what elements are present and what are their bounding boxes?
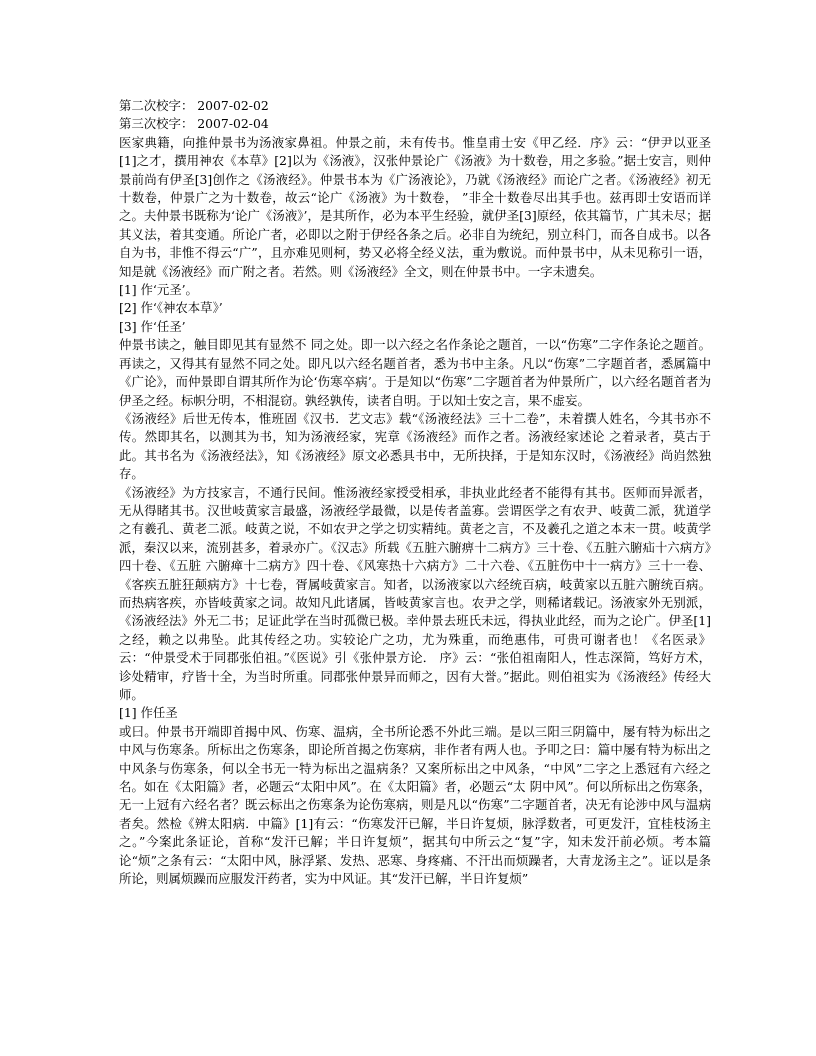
paragraph-schools: 《汤液经》为方技家言，不通行民间。惟汤液经家授受相承，非执业此经者不能得有其书。医师而异派者，无从得睹其书。汉世岐黄家言最盛，汤液经学最微，以是传者盖寡。尝谓医学之有农尹、岐黄二派，犹道学之有羲孔、黄老二派。岐黄之说，不如农尹之学之切实精纯。黄老之言，不及羲孔之道之本末一贯。岐黄学派，秦汉以来，流别甚多，着录亦广。《汉志》所载《五脏六腑痹十二病方》三十卷、《五脏六腑疝十六病方》四十卷、《五脏 六腑瘅十二病方》四十卷、《风寒热十六病方》二十六卷、《五脏伤中十一病方》三十一卷、《客疾五脏狂颠病方》十七卷，胥属岐黄家言。知者，以汤液家以六经统百病，岐黄家以五脏六腑统百病。而热病客疾，亦皆岐黄家之词。故知凡此诸属，皆岐黄家言也。农尹之学，则稀诸载记。汤液家外无别派，《汤液经法》外无二书；足证此学在当时孤微已极。幸仲景去班氏未远，得执业此经，而为之论广。伊圣[1]之经，赖之以弗坠。此其传经之功。实较论广之功，尤为殊重，而绝惠伟，可贵可谢者也！《名医录》云：“仲景受术于同郡张伯祖。”《医说》引《张仲景方论． 序》云：“张伯祖南阳人，性志深简，笃好方术，诊处精审，疗皆十全，为当时所重。同郡张仲景异而师之，因有大誉。”据此。则伯祖实为《汤液经》传经大师。 bbox=[119, 484, 711, 702]
paragraph-distinction: 仲景书读之，触目即见其有显然不 同之处。即一以六经之名作条论之题首，一以“伤寒”二字作条论之题首。再读之，又得其有显然不同之处。即凡以六经名题首者，悉为书中主条。凡以“伤寒”二字题首者，悉属篇中《广论》，而仲景即自谓其所作为论‘伤寒卒病’。于是知以“伤寒”二字题首者为仲景所广，以六经名题首者为伊圣之经。标帜分明，不相混窃。孰经孰传，读者自明。于以知士安之言，果不虚妄。 bbox=[119, 337, 711, 408]
paragraph-objection: 或曰。仲景书开端即首揭中风、伤寒、温病，全书所论悉不外此三端。是以三阳三阴篇中，屡有特为标出之中风与伤寒条。所标出之伤寒条，即论所首揭之伤寒病，非作者有两人也。予叩之曰：篇中屡有特为标出之中风条与伤寒条，何以全书无一特为标出之温病条？又案所标出之中风条，“中风”二字之上悉冠有六经之名。如在《太阳篇》者，必题云“太阳中风”。在《太阳篇》者，必题云“太 阴中风”。何以所标出之伤寒条，无一上冠有六经名者？既云标出之伤寒条为论伤寒病，则是凡以“伤寒”二字题首者，决无有论涉中风与温病者矣。然检《辨太阳病．中篇》[1]有云：“伤寒发汗已解，半日许复烦，脉浮数者，可更发汗，宜桂枝汤主之。”今案此条证论，首称“发汗已解；半日许复烦”，据其句中所云之“复”字，知未发汗前必烦。考本篇论“烦”之条有云：“太阳中风，脉浮紧、发热、恶寒、身疼痛、不汗出而烦躁者，大青龙汤主之”。证以是条所论，则属烦躁而应服发汗药者，实为中风证。其“发汗已解，半日许复烦” bbox=[119, 723, 711, 887]
paragraph-intro: 医家典籍，向推仲景书为汤液家鼻祖。仲景之前，未有传书。惟皇甫士安《甲乙经．序》云：“伊尹以亚圣[1]之才，撰用神农《本草》[2]以为《汤液》，汉张仲景论广《汤液》为十数卷，用之多验。”据士安言，则仲景前尚有伊圣[3]创作之《汤液经》。仲景书本为《广汤液论》，乃就《汤液经》而论广之者。《汤液经》初无十数卷，仲景广之为十数卷，故云“论广《汤液》为十数卷， ”非全十数卷尽出其手也。兹再即士安语而详之。夫仲景书既称为‘论广《汤液》’，是其所作，必为本平生经验，就伊圣[3]原经，依其篇节，广其未尽；据其义法，着其变通。所论广者，必即以之附于伊经各条之后。必非自为统纪，别立科门，而各自成书。以各自为书，非惟不得云“广”，且亦难见则柯，势又必将全经义法，重为敷说。而仲景书中，从未见称引一语，知是就《汤液经》而广附之者。若然。则《汤液经》全文，则在仲景书中。一字未遗矣。 bbox=[119, 134, 711, 279]
paragraph-transmission: 《汤液经》后世无传本，惟班固《汉书．艺文志》载“《汤液经法》三十二卷”，未着撰人姓名，今其书亦不传。然即其名，以测其为书，知为汤液经家，宪章《汤液经》而作之者。汤液经家述论 之着录者，莫古于此。其书名为《汤液经法》，知《汤液经》原文必悉具书中，无所抉择，于是知东汉时，《汤液经》尚岿然独存。 bbox=[119, 410, 711, 482]
footnote-1: [1] 作‘元圣’。 bbox=[119, 282, 198, 298]
document-page bbox=[119, 97, 711, 888]
proofread-date-2: 第二次校字： 2007-02-02 bbox=[119, 98, 269, 113]
footnote-2: [2] 作‘《神农本草》’ bbox=[119, 300, 223, 316]
proofread-date-3: 第三次校字： 2007-02-04 bbox=[119, 116, 269, 132]
footnote-4: [1] 作任圣 bbox=[119, 705, 178, 721]
footnote-3: [3] 作‘任圣’ bbox=[119, 318, 186, 334]
